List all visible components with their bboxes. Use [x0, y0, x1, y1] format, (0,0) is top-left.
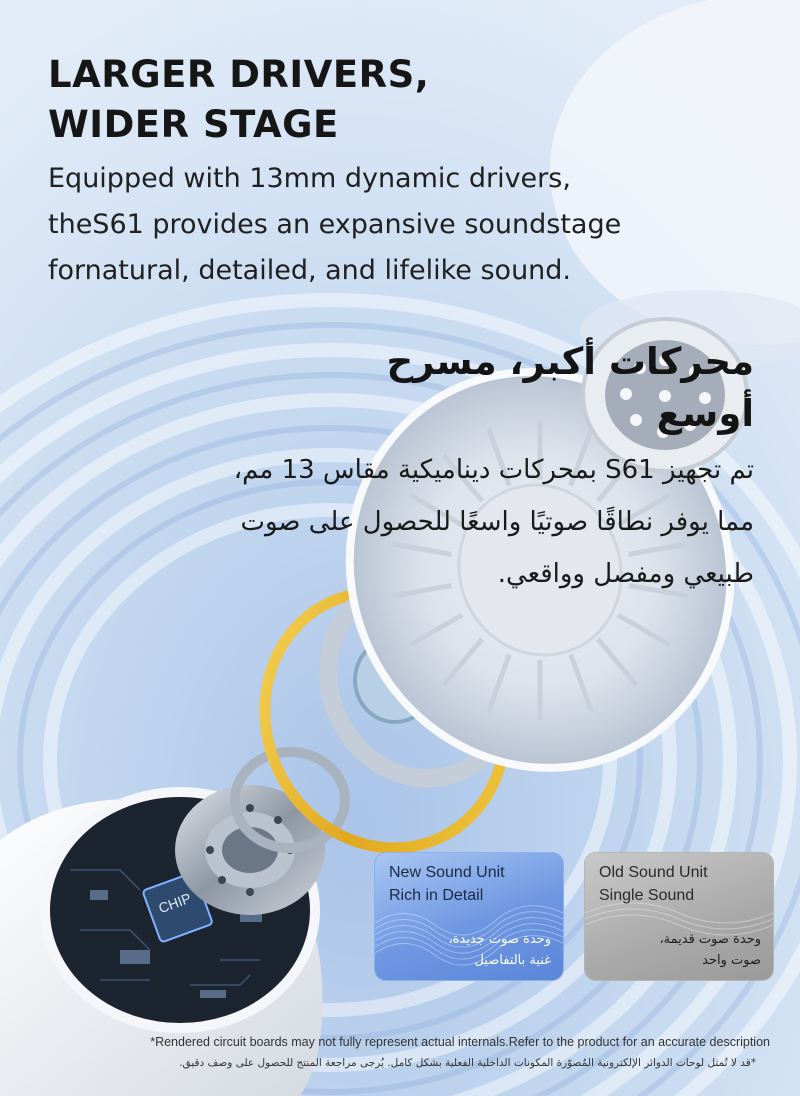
- english-heading-line-1: LARGER DRIVERS,: [48, 53, 430, 96]
- english-heading-line-2: WIDER STAGE: [48, 103, 339, 146]
- new-sound-unit-arabic-line-1: وحدة صوت جديدة،: [448, 932, 551, 947]
- old-sound-unit-english: [599, 861, 708, 907]
- english-description-line-3: fornatural, detailed, and lifelike sound.: [48, 255, 572, 286]
- english-description: [48, 156, 768, 294]
- old-sound-unit-card: [584, 852, 774, 981]
- new-sound-unit-card: [374, 852, 564, 981]
- old-sound-unit-arabic-line-1: وحدة صوت قديمة،: [659, 932, 761, 947]
- chip-label: CHIP: [156, 889, 194, 917]
- arabic-heading: [114, 336, 754, 440]
- old-sound-unit-arabic-line-2: صوت واحد: [702, 953, 761, 968]
- english-description-line-2: theS61 provides an expansive soundstage: [48, 209, 622, 240]
- arabic-heading-line-1: محركات أكبر، مسرح: [386, 340, 754, 383]
- new-sound-unit-arabic: [448, 929, 551, 971]
- new-sound-unit-english: [389, 861, 505, 907]
- old-sound-unit-title: Old Sound Unit: [599, 864, 708, 881]
- arabic-description-line-3: طبيعي ومفصل وواقعي.: [497, 559, 754, 589]
- arabic-description-line-1: تم تجهيز S61 بمحركات ديناميكية مقاس 13 مم،: [233, 455, 754, 485]
- new-sound-unit-subtitle: Rich in Detail: [389, 887, 484, 904]
- new-sound-unit-title: New Sound Unit: [389, 864, 505, 881]
- new-sound-unit-arabic-line-2: غنية بالتفاصيل: [474, 953, 551, 968]
- arabic-description: [114, 444, 754, 600]
- old-sound-unit-subtitle: Single Sound: [599, 887, 695, 904]
- english-description-line-1: Equipped with 13mm dynamic drivers,: [48, 163, 571, 194]
- old-sound-unit-arabic: [659, 929, 761, 971]
- disclaimer-arabic: *قد لا تُمثل لوحات الدوائر الإلكترونية المُصوّرة المكونات الداخلية الفعلية بشكل كامل. يُرجى مراجعة المنتج للحصول على وصف دقيق.: [179, 1057, 756, 1069]
- arabic-description-line-2: مما يوفر نطاقًا صوتيًا واسعًا للحصول على صوت: [240, 507, 754, 537]
- disclaimer-english: *Rendered circuit boards may not fully represent actual internals.Refer to the product for an accurate description: [150, 1035, 770, 1049]
- english-heading: [48, 50, 748, 150]
- arabic-heading-line-2: أوسع: [656, 392, 754, 435]
